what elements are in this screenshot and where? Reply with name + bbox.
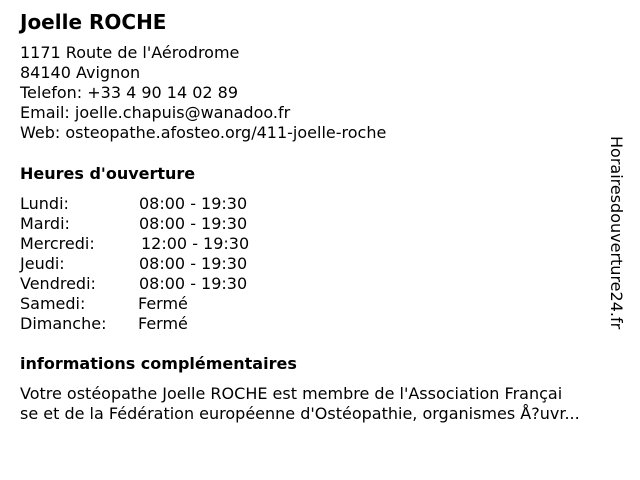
address-street: 1171 Route de l'Aérodrome xyxy=(20,43,240,62)
email-line: Email: joelle.chapuis@wanadoo.fr xyxy=(20,103,291,122)
additional-info-text xyxy=(20,384,630,424)
web-line: Web: osteopathe.afosteo.org/411-joelle-roche xyxy=(20,123,387,142)
day-hours: 12:00 - 19:30 xyxy=(141,234,250,253)
additional-info-heading: informations complémentaires xyxy=(20,354,297,373)
day-hours: 08:00 - 19:30 xyxy=(139,214,248,233)
day-hours: Fermé xyxy=(138,314,188,333)
business-name: Joelle ROCHE xyxy=(20,10,167,34)
day-label: Mercredi: xyxy=(20,234,95,253)
site-watermark: Horairesdouverture24.fr xyxy=(607,136,626,330)
address-city: 84140 Avignon xyxy=(20,63,141,82)
day-hours: Fermé xyxy=(138,294,188,313)
day-label: Lundi: xyxy=(20,194,69,213)
day-label: Jeudi: xyxy=(20,254,65,273)
opening-hours-heading: Heures d'ouverture xyxy=(20,164,196,183)
day-label: Mardi: xyxy=(20,214,70,233)
day-label: Vendredi: xyxy=(20,274,96,293)
day-label: Dimanche: xyxy=(20,314,107,333)
day-hours: 08:00 - 19:30 xyxy=(139,194,248,213)
contact-details xyxy=(20,43,386,143)
description-line: Votre ostéopathe Joelle ROCHE est membre de l'Association Françai xyxy=(20,384,563,403)
day-hours: 08:00 - 19:30 xyxy=(139,254,248,273)
day-label: Samedi: xyxy=(20,294,86,313)
description-line: se et de la Fédération européenne d'Ostéopathie, organismes Å?uvr... xyxy=(20,404,580,423)
phone-line: Telefon: +33 4 90 14 02 89 xyxy=(20,83,239,102)
day-hours: 08:00 - 19:30 xyxy=(139,274,248,293)
